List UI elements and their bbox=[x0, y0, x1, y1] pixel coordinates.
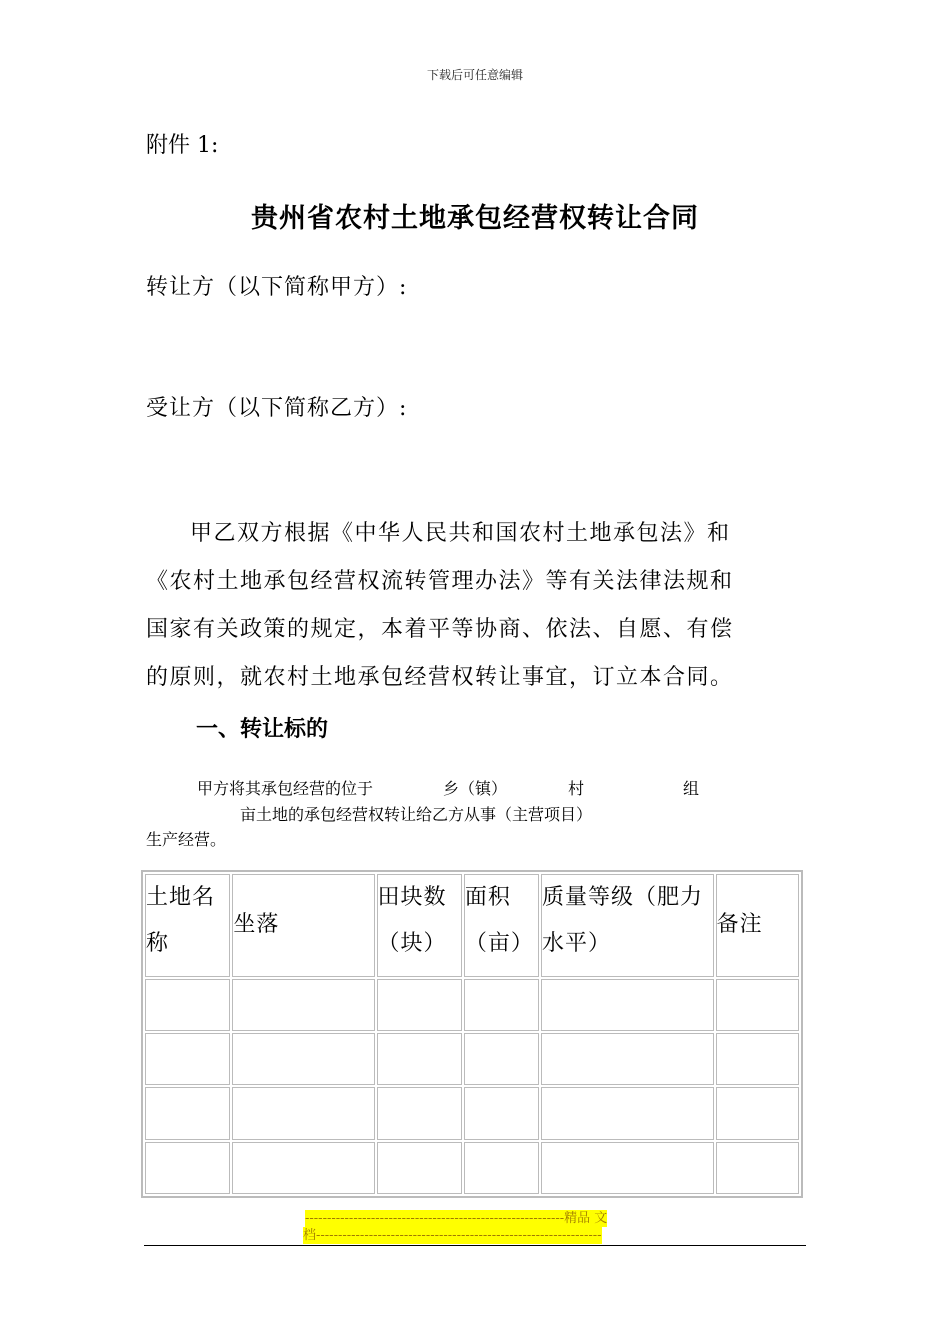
table-cell[interactable] bbox=[541, 1142, 714, 1194]
table-cell[interactable] bbox=[716, 979, 799, 1031]
table-cell[interactable] bbox=[145, 1033, 230, 1085]
header-area: 面积（亩） bbox=[464, 874, 539, 977]
table-cell[interactable] bbox=[145, 979, 230, 1031]
header-location: 坐落 bbox=[232, 874, 374, 977]
table-cell[interactable] bbox=[145, 1087, 230, 1139]
intro-line: 甲乙双方根据《中华人民共和国农村土地承包法》和 bbox=[190, 521, 731, 546]
table-cell[interactable] bbox=[232, 979, 374, 1031]
table-cell[interactable] bbox=[377, 1142, 462, 1194]
section-heading: 一、转让标的 bbox=[196, 716, 329, 742]
table-cell[interactable] bbox=[464, 979, 539, 1031]
header-land-name: 土地名称 bbox=[145, 874, 230, 977]
table-header-row bbox=[145, 874, 799, 977]
intro-line: 国家有关政策的规定，本着平等协商、依法、自愿、有偿 bbox=[146, 617, 734, 642]
table-cell[interactable] bbox=[464, 1033, 539, 1085]
table-cell[interactable] bbox=[541, 979, 714, 1031]
footer-divider bbox=[144, 1245, 806, 1246]
intro-line: 《农村土地承包经营权流转管理办法》等有关法律法规和 bbox=[146, 569, 734, 594]
table-cell[interactable] bbox=[716, 1033, 799, 1085]
transfer-clause-group: 组 bbox=[683, 779, 700, 798]
table-row bbox=[145, 1033, 799, 1085]
table-cell[interactable] bbox=[232, 1142, 374, 1194]
table-row bbox=[145, 979, 799, 1031]
intro-paragraph bbox=[146, 510, 786, 702]
document-title: 贵州省农村土地承包经营权转让合同 bbox=[251, 203, 699, 234]
table-cell[interactable] bbox=[232, 1087, 374, 1139]
table-cell[interactable] bbox=[377, 979, 462, 1031]
table-cell[interactable] bbox=[716, 1142, 799, 1194]
header-note: 下载后可任意编辑 bbox=[426, 68, 523, 82]
header-quality-grade: 质量等级（肥力水平） bbox=[541, 874, 714, 977]
table-cell[interactable] bbox=[541, 1087, 714, 1139]
table-cell[interactable] bbox=[716, 1087, 799, 1139]
intro-line: 的原则，就农村土地承包经营权转让事宜，订立本合同。 bbox=[146, 665, 734, 690]
attachment-label: 附件 1: bbox=[146, 133, 219, 158]
header-remarks: 备注 bbox=[716, 874, 799, 977]
land-table bbox=[141, 870, 803, 1198]
transfer-clause-text: 甲方将其承包经营的位于 bbox=[197, 779, 374, 798]
table-cell[interactable] bbox=[377, 1087, 462, 1139]
table-row bbox=[145, 1087, 799, 1139]
transfer-clause-township: 乡（镇） bbox=[443, 779, 508, 798]
footer-watermark-line2: 档----------------------------------------------------------------- bbox=[303, 1228, 602, 1243]
transfer-clause-acreage: 亩土地的承包经营权转让给乙方从事（主营项目） bbox=[240, 805, 593, 824]
party-a-label: 转让方（以下简称甲方）: bbox=[146, 275, 408, 300]
party-b-label: 受让方（以下简称乙方）: bbox=[146, 396, 408, 421]
transfer-clause-end: 生产经营。 bbox=[146, 830, 227, 849]
table-cell[interactable] bbox=[464, 1142, 539, 1194]
header-plot-count: 田块数（块） bbox=[377, 874, 462, 977]
table-cell[interactable] bbox=[145, 1142, 230, 1194]
table-cell[interactable] bbox=[377, 1033, 462, 1085]
table-cell[interactable] bbox=[541, 1033, 714, 1085]
footer-watermark-line1: -----------------------------------------------------------精品 文 bbox=[305, 1211, 608, 1226]
table-row bbox=[145, 1142, 799, 1194]
table-cell[interactable] bbox=[464, 1087, 539, 1139]
table-cell[interactable] bbox=[232, 1033, 374, 1085]
transfer-clause-village: 村 bbox=[568, 779, 585, 798]
